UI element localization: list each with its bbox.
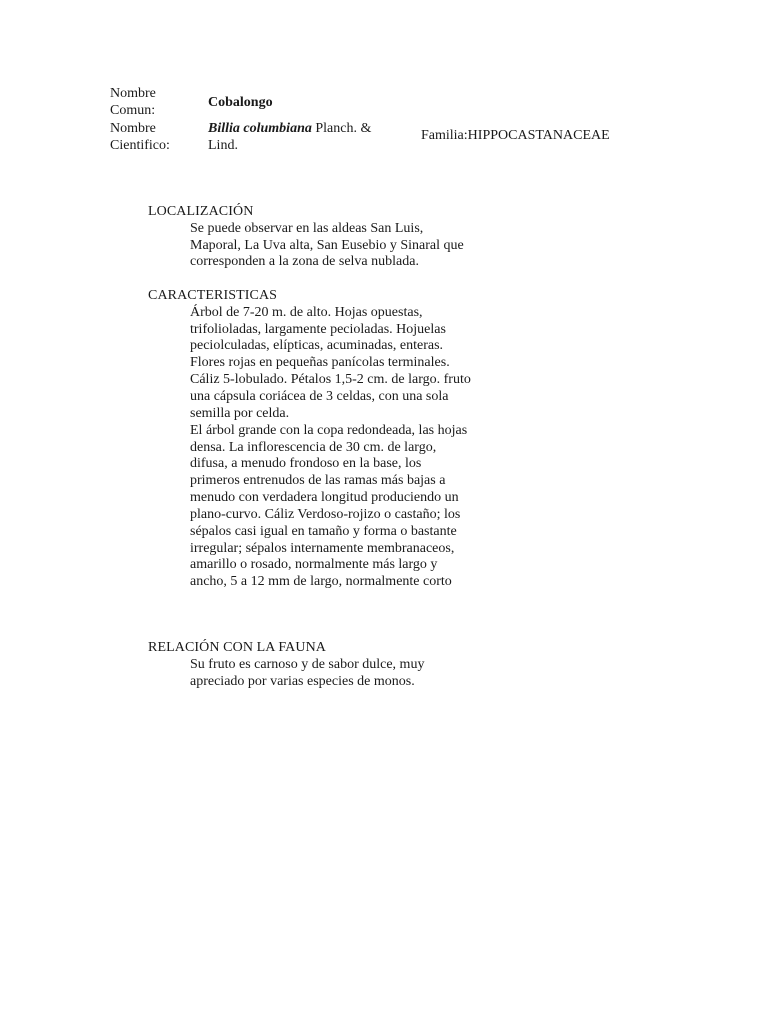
section-title-localizacion: LOCALIZACIÓN: [148, 204, 254, 219]
section-title-caracteristicas: CARACTERISTICAS: [148, 288, 278, 303]
section-fauna: [148, 640, 488, 690]
section-localizacion: [148, 204, 488, 271]
section-body-caracteristicas: [190, 305, 474, 591]
family-label: Familia:: [421, 128, 468, 143]
scientific-authority: Planch. & Lind.: [208, 121, 372, 153]
section-body-fauna: [190, 657, 474, 691]
section-caracteristicas: [148, 288, 488, 591]
section-body-localizacion: [190, 221, 474, 272]
family-value: HIPPOCASTANACEAE: [467, 128, 610, 143]
scientific-name-label: Nombre Cientifico:: [110, 121, 170, 153]
common-name-label: Nombre Comun:: [110, 86, 156, 118]
common-name-value: Cobalongo: [208, 95, 273, 110]
fauna-text: Su fruto es carnoso y de sabor dulce, muy apreciado por varias especies de monos.: [190, 656, 425, 689]
caracteristicas-paragraph-1: Árbol de 7-20 m. de alto. Hojas opuestas, trifolioladas, largamente pecioladas. Hojuelas peciolculadas, elípticas, acuminadas, enteras. Flores rojas en pequeñas panícolas terminales. Cáliz 5-lobulado. Pétalos 1,5-2 cm. de largo. fruto una cápsula coriácea de 3 celdas, con una sola semilla por celda.: [190, 304, 471, 421]
scientific-binomial: Billia columbiana: [208, 121, 312, 136]
section-title-fauna: RELACIÓN CON LA FAUNA: [148, 640, 327, 655]
localizacion-text: Se puede observar en las aldeas San Luis, Maporal, La Uva alta, San Eusebio y Sinaral que corresponden a la zona de selva nublada.: [190, 220, 464, 270]
caracteristicas-paragraph-2: El árbol grande con la copa redondeada, las hojas densa. La inflorescencia de 30 cm. de largo, difusa, a menudo frondoso en la base, los primeros entrenudos de las ramas más bajas a menudo con verdadera longitud produciendo un plano-curvo. Cáliz Verdoso-rojizo o castaño; los sépalos casi igual en tamaño y forma o bastante irregular; sépalos internamente membranaceos, amarillo o rosado, normalmente más largo y ancho, 5 a 12 mm de largo, normalmente corto: [190, 422, 468, 590]
family-field: [421, 128, 610, 145]
scientific-name-value: [208, 121, 398, 155]
